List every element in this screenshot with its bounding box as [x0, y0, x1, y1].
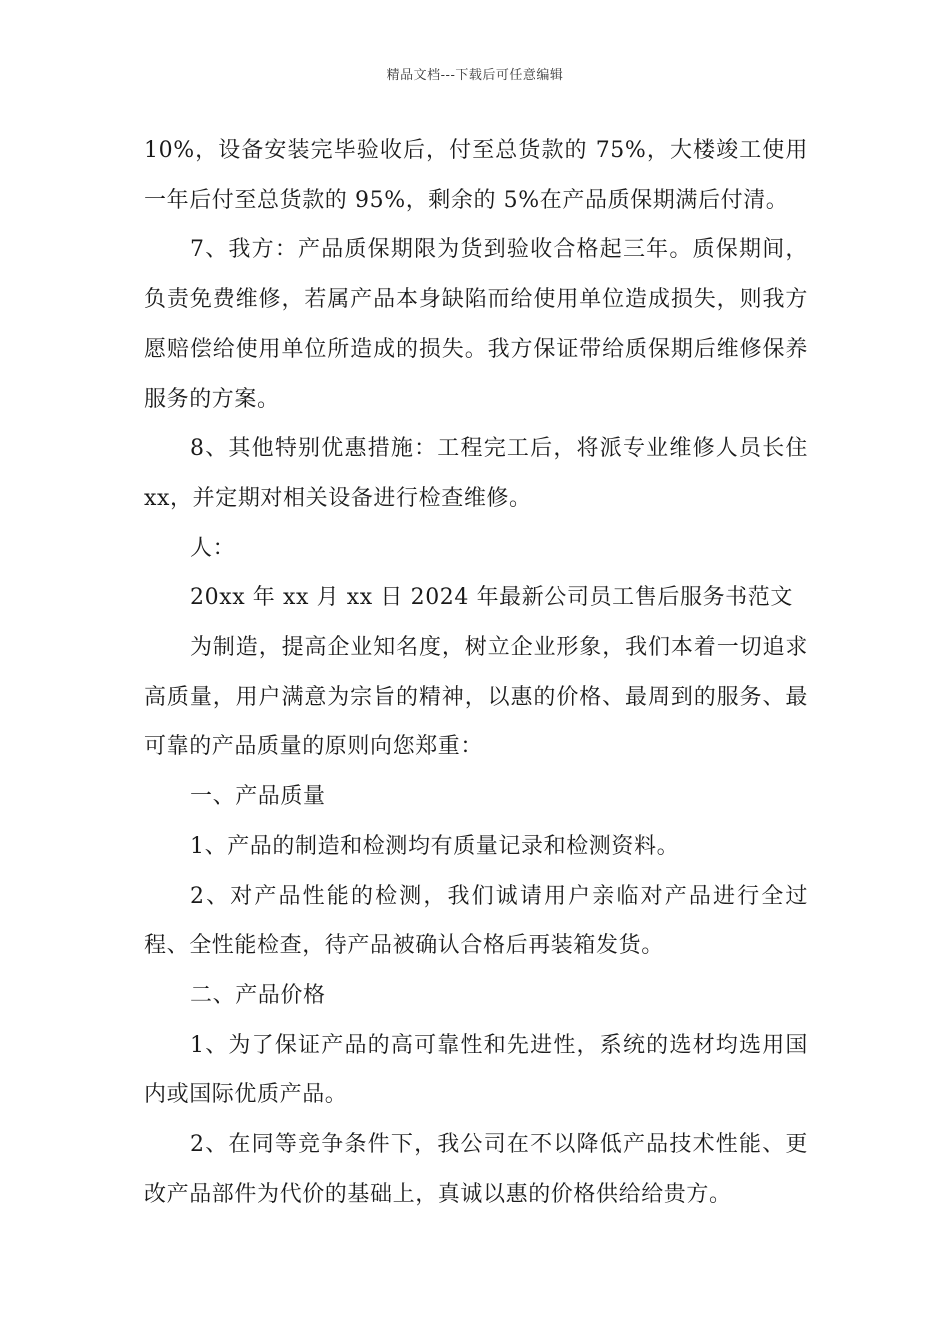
paragraph-quality-2: 2、对产品性能的检测，我们诚请用户亲临对产品进行全过程、全性能检查，待产品被确认合格后再装箱发货。	[144, 883, 808, 959]
paragraph-price-2: 2、在同等竞争条件下，我公司在不以降低产品技术性能、更改产品部件为代价的基础上，真诚以惠的价格供给给贵方。	[144, 1132, 808, 1207]
paragraph-special-offers: 8、其他特别优惠措施：工程完工后，将派专业维修人员长住 xx，并定期对相关设备进行检查维修。	[144, 436, 808, 511]
section-heading-quality: 一、产品质量	[190, 784, 326, 810]
paragraph-quality-1: 1、产品的制造和检测均有质量记录和检测资料。	[190, 833, 680, 859]
page-header: 精品文档---下载后可任意编辑	[386, 68, 564, 83]
paragraph-signatory: 人：	[190, 535, 236, 561]
paragraph-intro: 为制造，提高企业知名度，树立企业形象，我们本着一切追求高质量，用户满意为宗旨的精神，以惠的价格、最周到的服务、最可靠的产品质量的原则向您郑重：	[144, 635, 808, 760]
section-heading-price: 二、产品价格	[190, 982, 326, 1008]
document-body	[144, 126, 808, 1219]
paragraph-price-1: 1、为了保证产品的高可靠性和先进性，系统的选材均选用国内或国际优质产品。	[144, 1032, 808, 1108]
paragraph-warranty: 7、我方：产品质保期限为货到验收合格起三年。质保期间，负责免费维修，若属产品本身缺陷而给使用单位造成损失，则我方愿赔偿给使用单位所造成的损失。我方保证带给质保期后维修保养服务的方案。	[144, 237, 808, 412]
paragraph-payment-terms: 10%，设备安装完毕验收后，付至总货款的 75%，大楼竣工使用一年后付至总货款的 95%，剩余的 5%在产品质保期满后付清。	[144, 138, 808, 213]
paragraph-date-title: 20xx 年 xx 月 xx 日 2024 年最新公司员工售后服务书范文	[190, 585, 793, 611]
